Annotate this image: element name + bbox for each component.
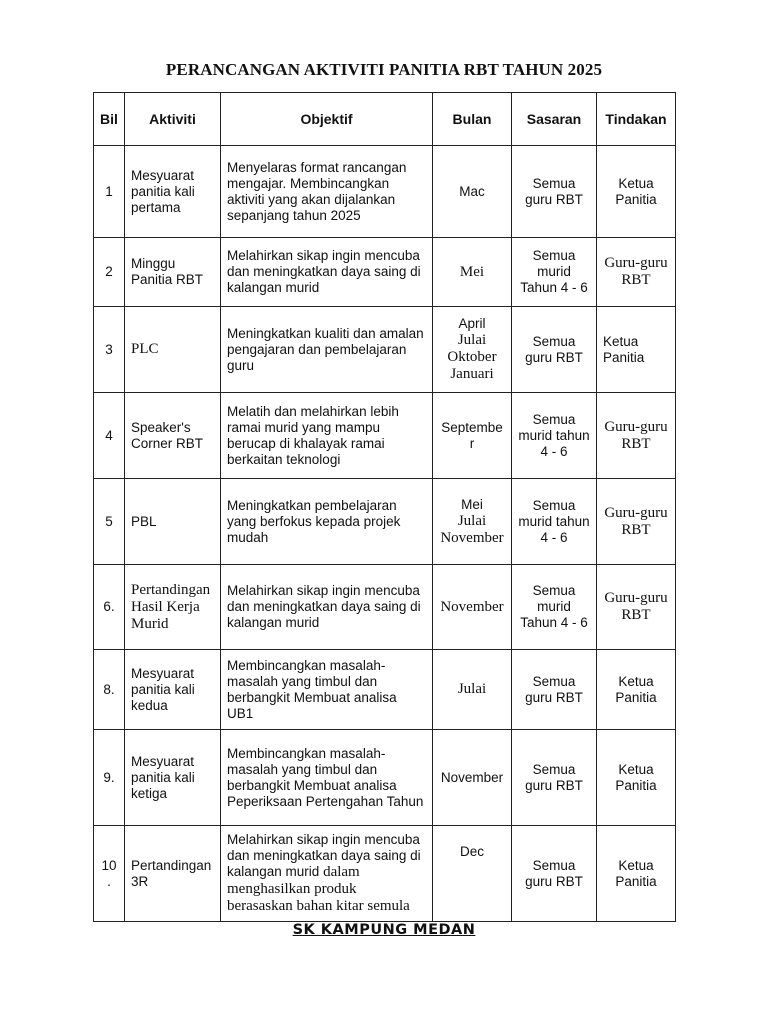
cell-tindakan: Guru-guru RBT — [597, 393, 676, 479]
cell-tindakan: Guru-guru RBT — [597, 565, 676, 650]
cell-bulan: September — [433, 393, 512, 479]
cell-bulan: Mac — [433, 146, 512, 238]
cell-objektif: Melahirkan sikap ingin mencuba dan meningkatkan daya saing di kalangan murid — [221, 238, 433, 307]
header-bil: Bil — [94, 93, 125, 146]
cell-bil: 5 — [94, 479, 125, 565]
cell-aktiviti: PBL — [125, 479, 221, 565]
table-row — [94, 479, 676, 565]
header-aktiviti: Aktiviti — [125, 93, 221, 146]
cell-objektif: Meningkatkan kualiti dan amalan pengajaran dan pembelajaran guru — [221, 307, 433, 393]
cell-aktiviti: Minggu Panitia RBT — [125, 238, 221, 307]
cell-aktiviti: Speaker's Corner RBT — [125, 393, 221, 479]
cell-sasaran: Semua guru RBT — [512, 730, 597, 826]
table-row — [94, 393, 676, 479]
cell-sasaran: Semua murid tahun 4 - 6 — [512, 479, 597, 565]
cell-aktiviti: Pertandingan Hasil Kerja Murid — [125, 565, 221, 650]
cell-bil: 9. — [94, 730, 125, 826]
cell-bil: 1 — [94, 146, 125, 238]
cell-tindakan: Ketua Panitia — [597, 826, 676, 922]
cell-bil: 10. — [94, 826, 125, 922]
cell-sasaran: Semua murid Tahun 4 - 6 — [512, 238, 597, 307]
school-name: SK KAMPUNG MEDAN — [292, 922, 476, 938]
cell-bulan: November — [433, 730, 512, 826]
cell-sasaran: Semua guru RBT — [512, 826, 597, 922]
school-name-footer — [0, 922, 768, 938]
cell-sasaran: Semua murid tahun 4 - 6 — [512, 393, 597, 479]
cell-bil: 2 — [94, 238, 125, 307]
table-row — [94, 238, 676, 307]
cell-bulan: Mei — [433, 238, 512, 307]
table-row — [94, 730, 676, 826]
cell-objektif: Meningkatkan pembelajaran yang berfokus kepada projek mudah — [221, 479, 433, 565]
table-header-row — [94, 93, 676, 146]
cell-aktiviti: PLC — [125, 307, 221, 393]
header-tindakan: Tindakan — [597, 93, 676, 146]
cell-aktiviti: Mesyuarat panitia kali ketiga — [125, 730, 221, 826]
objektif-text-continued: dalam menghasilkan produk berasaskan bahan kitar semula — [227, 864, 410, 914]
cell-sasaran: Semua guru RBT — [512, 650, 597, 730]
cell-sasaran: Semua guru RBT — [512, 307, 597, 393]
bulan-line: April — [458, 316, 486, 331]
cell-objektif: Membincangkan masalah-masalah yang timbul dan berbangkit Membuat analisa Peperiksaan Pertengahan Tahun — [221, 730, 433, 826]
bulan-line: Julai — [457, 512, 487, 529]
cell-aktiviti: Mesyuarat panitia kali kedua — [125, 650, 221, 730]
cell-tindakan: Guru-guru RBT — [597, 238, 676, 307]
table-row — [94, 307, 676, 393]
page-title: PERANCANGAN AKTIVITI PANITIA RBT TAHUN 2025 — [165, 60, 603, 79]
cell-bil: 4 — [94, 393, 125, 479]
table-row — [94, 650, 676, 730]
objektif-text: Melahirkan sikap ingin mencuba dan meningkatkan daya saing di kalangan murid — [227, 832, 421, 879]
cell-bulan: Julai — [433, 650, 512, 730]
cell-objektif: Melahirkan sikap ingin mencuba dan meningkatkan daya saing di kalangan murid — [221, 565, 433, 650]
cell-objektif: Melatih dan melahirkan lebih ramai murid yang mampu berucap di khalayak ramai berkaitan teknologi — [221, 393, 433, 479]
cell-tindakan: Ketua Panitia — [597, 730, 676, 826]
cell-bulan: Dec — [433, 826, 512, 922]
bulan-line: Oktober — [447, 349, 497, 365]
cell-bil: 3 — [94, 307, 125, 393]
table-row — [94, 146, 676, 238]
cell-aktiviti: Pertandingan 3R — [125, 826, 221, 922]
bulan-line: Julai — [457, 332, 487, 348]
cell-tindakan: Guru-guru RBT — [597, 479, 676, 565]
cell-objektif — [221, 826, 433, 922]
cell-tindakan: Ketua Panitia — [597, 650, 676, 730]
table-row — [94, 565, 676, 650]
cell-bulan — [433, 479, 512, 565]
bulan-line: Januari — [450, 366, 494, 382]
cell-objektif: Membincangkan masalah-masalah yang timbul dan berbangkit Membuat analisa UB1 — [221, 650, 433, 730]
bulan-line: November — [440, 529, 504, 546]
cell-objektif: Menyelaras format rancangan mengajar. Membincangkan aktiviti yang akan dijalankan sepanjang tahun 2025 — [221, 146, 433, 238]
cell-tindakan: Ketua Panitia — [597, 146, 676, 238]
cell-tindakan: Ketua Panitia — [597, 307, 676, 393]
header-sasaran: Sasaran — [512, 93, 597, 146]
header-objektif: Objektif — [221, 93, 433, 146]
cell-sasaran: Semua murid Tahun 4 - 6 — [512, 565, 597, 650]
cell-bil: 8. — [94, 650, 125, 730]
cell-aktiviti: Mesyuarat panitia kali pertama — [125, 146, 221, 238]
bulan-line: Mei — [461, 496, 483, 512]
header-bulan: Bulan — [433, 93, 512, 146]
cell-sasaran: Semua guru RBT — [512, 146, 597, 238]
cell-bulan: November — [433, 565, 512, 650]
cell-bulan — [433, 307, 512, 393]
activity-table — [93, 92, 676, 922]
cell-bil: 6. — [94, 565, 125, 650]
table-row — [94, 826, 676, 922]
